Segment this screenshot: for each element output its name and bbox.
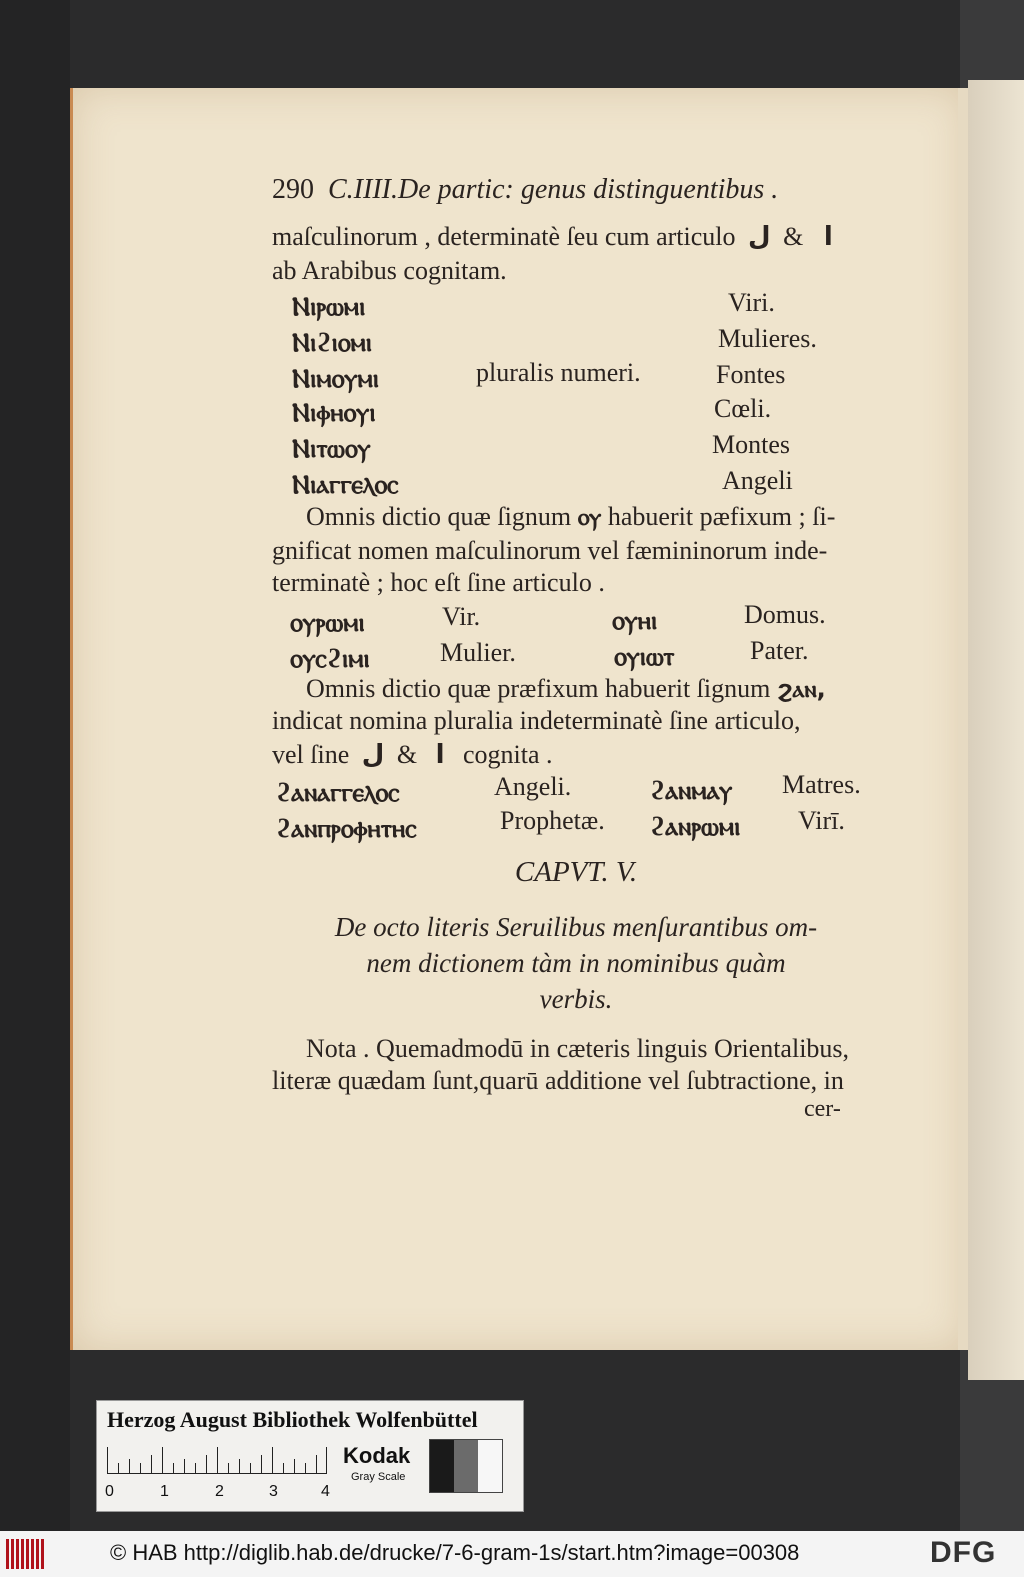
next-page-edge (968, 80, 1024, 1380)
gray-swatches (429, 1439, 503, 1493)
latin-gloss: Mulieres. (718, 324, 817, 353)
arabic-alif-glyph: ا (823, 222, 833, 252)
chapter-title: CAPVT. V. (514, 856, 638, 888)
copyright-url: © HAB http://diglib.hab.de/drucke/7-6-gram-1s/start.htm?image=00308 (110, 1540, 800, 1565)
paragraph-2-line-2: gnificat nomen maſculinorum vel fæmininorum inde- (272, 536, 828, 565)
running-title: C.IIII.De partic: genus distinguentibus . (328, 174, 779, 205)
library-color-card (96, 1400, 524, 1512)
ruler-label: 0 (105, 1483, 114, 1500)
latin-gloss: Prophetæ. (500, 806, 605, 835)
latin-gloss: Angeli (722, 466, 793, 495)
latin-gloss: Cœli. (714, 394, 772, 423)
paragraph-4-line-1: Nota . Quemadmodū in cæteris linguis Orientalibus, (306, 1034, 850, 1063)
running-header (272, 174, 778, 206)
page-number: 290 (272, 174, 314, 205)
footer-bar (0, 1531, 1024, 1577)
chapter-subtitle-line-3: verbis. (539, 984, 613, 1014)
latin-gloss: Domus. (744, 600, 826, 629)
arabic-alif-glyph: ا (435, 740, 445, 770)
coptic-word: ⲟⲩⲣⲱⲙⲓ (290, 608, 365, 637)
paragraph-1-line-2: ab Arabibus cognitam. (272, 256, 507, 285)
chapter-subtitle-line-1: De octo literis Seruilibus menſurantibus om- (334, 912, 818, 942)
coptic-word: Ⲛⲓⲙⲟⲩⲙⲓ (292, 364, 379, 393)
coptic-word: ϩⲁⲛⲙⲁⲩ (650, 776, 733, 805)
latin-gloss: Mulier. (440, 638, 516, 667)
paragraph-4-line-2: literæ quædam ſunt,quarū additione vel ſubtractione, in (272, 1066, 844, 1095)
swatch-black (430, 1440, 454, 1492)
arabic-lam-glyph: ل (361, 740, 385, 770)
latin-gloss: Montes (712, 430, 790, 459)
coptic-word: ⲟⲩⲏⲓ (612, 606, 658, 635)
coptic-word: ⲟⲩⲓⲱⲧ (614, 642, 675, 671)
gray-scale-label: Gray Scale (351, 1471, 406, 1483)
ruler-label: 1 (160, 1483, 169, 1500)
page-fold (958, 88, 968, 1350)
latin-gloss: Fontes (716, 360, 786, 389)
coptic-sign: ⲟⲩ (577, 503, 602, 531)
chapter-subtitle-line-2: nem dictionem tàm in nominibus quàm (366, 948, 786, 978)
coptic-word: ϩⲁⲛⲁⲅⲅⲉⲗⲟⲥ (276, 778, 400, 807)
coptic-word: Ⲛⲓϩⲓⲟⲙⲓ (292, 328, 372, 357)
paragraph-2-line-3: terminatè ; hoc eſt ſine articulo . (272, 568, 605, 597)
coptic-word: Ⲛⲓⲁⲅⲅⲉⲗⲟⲥ (292, 470, 399, 499)
kodak-logo: Kodak (343, 1443, 411, 1468)
catchword: cer- (804, 1096, 841, 1122)
arabic-lam-glyph: ل (748, 222, 771, 252)
coptic-word: Ⲛⲓⲧⲱⲟⲩ (292, 434, 371, 463)
latin-gloss: Pater. (750, 636, 809, 665)
dfg-logo: DFG (930, 1536, 997, 1569)
hab-logo-icon (6, 1539, 50, 1569)
ruler-label: 4 (321, 1483, 330, 1500)
coptic-word: Ⲛⲓⲫⲏⲟⲩⲓ (292, 398, 376, 427)
coptic-word: ϩⲁⲛⲣⲱⲙⲓ (650, 812, 741, 841)
ruler-label: 3 (269, 1483, 278, 1500)
latin-gloss: Angeli. (494, 772, 572, 801)
paragraph-3-line-2: indicat nomina pluralia indeterminatè ſine articulo, (272, 706, 801, 735)
paragraph-3-line-1: Omnis dictio quæ præfixum habuerit ſignum ϩⲁⲛ, (306, 674, 826, 703)
scale-ruler (107, 1447, 327, 1474)
coptic-sign: ϩⲁⲛ, (776, 675, 826, 703)
latin-gloss: Matres. (782, 770, 861, 799)
swatch-white (478, 1440, 502, 1492)
paragraph-3-line-3: vel ſine ا & ل cognita . (272, 740, 553, 770)
library-name: Herzog August Bibliothek Wolfenbüttel (107, 1407, 478, 1432)
coptic-word: ϩⲁⲛⲡⲣⲟⲫⲏⲧⲏⲥ (276, 814, 417, 843)
latin-gloss: Virī. (798, 806, 845, 835)
latin-gloss: Viri. (728, 288, 775, 317)
coptic-word: Ⲛⲓⲣⲱⲙⲓ (292, 292, 366, 321)
scan-background-left (0, 0, 70, 1577)
plural-note: pluralis numeri. (476, 358, 641, 387)
coptic-word: ⲟⲩⲥϩⲓⲙⲓ (290, 644, 370, 673)
ruler-label: 2 (215, 1483, 224, 1500)
swatch-gray (454, 1440, 478, 1492)
paragraph-2-line-1: Omnis dictio quæ ſignum ⲟⲩ habuerit pæfixum ; ſi- (306, 502, 836, 531)
latin-gloss: Vir. (442, 602, 481, 631)
paragraph-1-line-1: maſculinorum , determinatè ſeu cum articulo ا & ل (272, 222, 833, 252)
